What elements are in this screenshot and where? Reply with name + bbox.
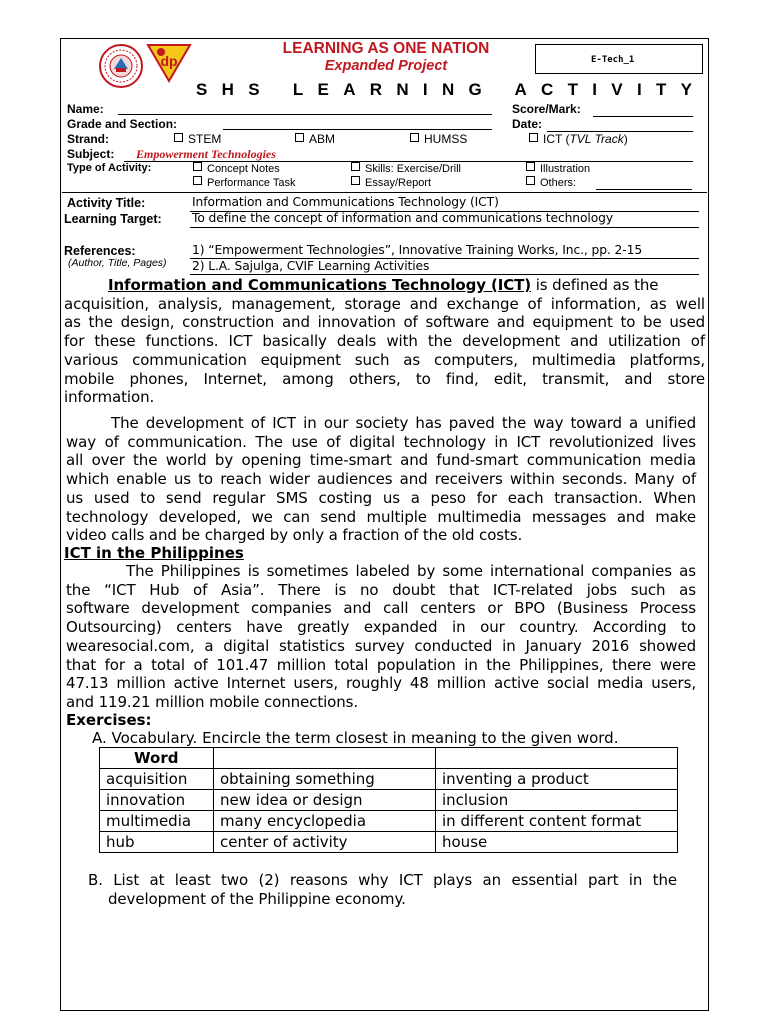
reference-item: 2) L.A. Sajulga, CVIF Learning Activities bbox=[192, 259, 430, 273]
table-header-empty bbox=[436, 748, 678, 769]
deped-logo bbox=[146, 43, 192, 83]
vocab-option[interactable]: new idea or design bbox=[214, 790, 436, 811]
checkbox-icon bbox=[351, 162, 360, 171]
svg-text:dp: dp bbox=[160, 53, 178, 69]
subject-value: Empowerment Technologies bbox=[136, 147, 276, 161]
checkbox-icon bbox=[174, 133, 183, 142]
table-header-row bbox=[100, 748, 678, 769]
project-subtitle: Expanded Project bbox=[324, 58, 448, 74]
vocab-option[interactable]: inventing a product bbox=[436, 769, 678, 790]
vocab-option[interactable]: in different content format bbox=[436, 811, 678, 832]
type-concept-notes[interactable]: Concept Notes bbox=[193, 162, 280, 176]
checkbox-icon bbox=[526, 176, 535, 185]
others-field-line[interactable] bbox=[596, 189, 692, 190]
name-label: Name: bbox=[67, 102, 104, 116]
vocab-word: innovation bbox=[100, 790, 214, 811]
vocab-option[interactable]: obtaining something bbox=[214, 769, 436, 790]
activity-title-value: Information and Communications Technology (ICT) bbox=[192, 195, 499, 209]
checkbox-icon bbox=[193, 162, 202, 171]
grade-section-label: Grade and Section: bbox=[67, 117, 178, 131]
checkbox-icon bbox=[410, 133, 419, 142]
strand-label: Strand: bbox=[67, 132, 109, 146]
module-code-box: E-Tech_1 bbox=[535, 44, 703, 74]
vocab-word: multimedia bbox=[100, 811, 214, 832]
subject-label: Subject: bbox=[67, 147, 115, 161]
name-field-line[interactable] bbox=[118, 114, 492, 115]
ict-definition-paragraph: Information and Communications Technology (ICT) is defined as the acquisition, analysis, management, storage and exchange of information, as well as the design, construction and innovation of software and equipment to be used for these functions. ICT basically deals with the development and utilization of various communication equipment such as computers, multimedia platforms, mobile phones, Internet, among others, to find, edit, transmit, and store information. bbox=[64, 276, 705, 407]
vocab-option[interactable]: many encyclopedia bbox=[214, 811, 436, 832]
table-header-word: Word bbox=[100, 748, 214, 769]
references-label: References: bbox=[64, 244, 136, 258]
ict-philippines-heading: ICT in the Philippines bbox=[64, 544, 244, 562]
vocab-option[interactable]: house bbox=[436, 832, 678, 853]
learning-target-label: Learning Target: bbox=[64, 212, 162, 226]
activity-title-label: Activity Title: bbox=[67, 196, 146, 210]
table-header-empty bbox=[214, 748, 436, 769]
vocab-option[interactable]: center of activity bbox=[214, 832, 436, 853]
vocab-word: acquisition bbox=[100, 769, 214, 790]
checkbox-icon bbox=[526, 162, 535, 171]
learning-target-value: To define the concept of information and communications technology bbox=[192, 211, 614, 225]
table-row bbox=[100, 769, 678, 790]
checkbox-icon bbox=[351, 176, 360, 185]
type-illustration[interactable]: Illustration bbox=[526, 162, 590, 176]
learning-target-line bbox=[190, 227, 699, 228]
strand-option-stem[interactable]: STEM bbox=[174, 132, 221, 146]
checkbox-icon bbox=[193, 176, 202, 185]
references-sublabel: (Author, Title, Pages) bbox=[68, 257, 167, 269]
ict-term: Information and Communications Technology (ICT) bbox=[108, 276, 532, 294]
vocab-option[interactable]: inclusion bbox=[436, 790, 678, 811]
type-essay-report[interactable]: Essay/Report bbox=[351, 176, 431, 190]
table-row bbox=[100, 832, 678, 853]
section-divider bbox=[62, 192, 707, 193]
type-performance-task[interactable]: Performance Task bbox=[193, 176, 295, 190]
strand-option-humss[interactable]: HUMSS bbox=[410, 132, 467, 146]
reference-line bbox=[190, 274, 699, 275]
vocabulary-table bbox=[99, 747, 678, 853]
table-row bbox=[100, 811, 678, 832]
score-label: Score/Mark: bbox=[512, 102, 581, 116]
school-seal-logo bbox=[98, 43, 144, 89]
checkbox-icon bbox=[295, 133, 304, 142]
exercise-a-instruction: A. Vocabulary. Encircle the term closest in meaning to the given word. bbox=[92, 729, 619, 747]
exercises-heading: Exercises: bbox=[66, 711, 152, 729]
ict-philippines-paragraph: The Philippines is sometimes labeled by some international companies as the “ICT Hub of Asia”. There is no doubt that ICT-related jobs such as software development companies and call centers or BPO (Business Process Outsourcing) centers have greatly expanded in our country. According to wearesocial.com, a digital statistics survey conducted in January 2016 showed that for a total of 101.47 million total population in the Philippines, there were 47.13 million active Internet users, roughly 48 million active social media users, and 119.21 million mobile connections. bbox=[66, 562, 696, 711]
exercise-b-instruction: B. List at least two (2) reasons why ICT plays an essential part in the development of the Philippine economy. bbox=[88, 871, 677, 908]
reference-item: 1) “Empowerment Technologies”, Innovative Training Works, Inc., pp. 2-15 bbox=[192, 243, 643, 257]
type-others[interactable]: Others: bbox=[526, 176, 576, 190]
ict-development-paragraph: The development of ICT in our society has paved the way toward a unified way of communication. The use of digital technology in ICT revolutionized lives all over the world by opening time-smart and fund-smart communication media which enable us to reach wider audiences and receivers within seconds. Many of us used to send regular SMS costing us a peso for each transaction. When technology developed, we can send multiple multimedia messages and make video calls and be charged by only a fraction of the old costs. bbox=[66, 414, 696, 545]
strand-option-abm[interactable]: ABM bbox=[295, 132, 335, 146]
strand-option-ict[interactable]: ICT (TVL Track) bbox=[529, 132, 628, 146]
activity-heading: SHS LEARNING ACTIVITY bbox=[196, 80, 707, 99]
date-label: Date: bbox=[512, 117, 543, 131]
type-of-activity-label: Type of Activity: bbox=[67, 162, 152, 174]
checkbox-icon bbox=[529, 133, 538, 142]
score-field-line[interactable] bbox=[593, 116, 693, 117]
project-title: LEARNING AS ONE NATION bbox=[282, 40, 490, 57]
grade-section-field-line[interactable] bbox=[223, 129, 492, 130]
table-row bbox=[100, 790, 678, 811]
vocab-word: hub bbox=[100, 832, 214, 853]
type-skills-exercise[interactable]: Skills: Exercise/Drill bbox=[351, 162, 461, 176]
